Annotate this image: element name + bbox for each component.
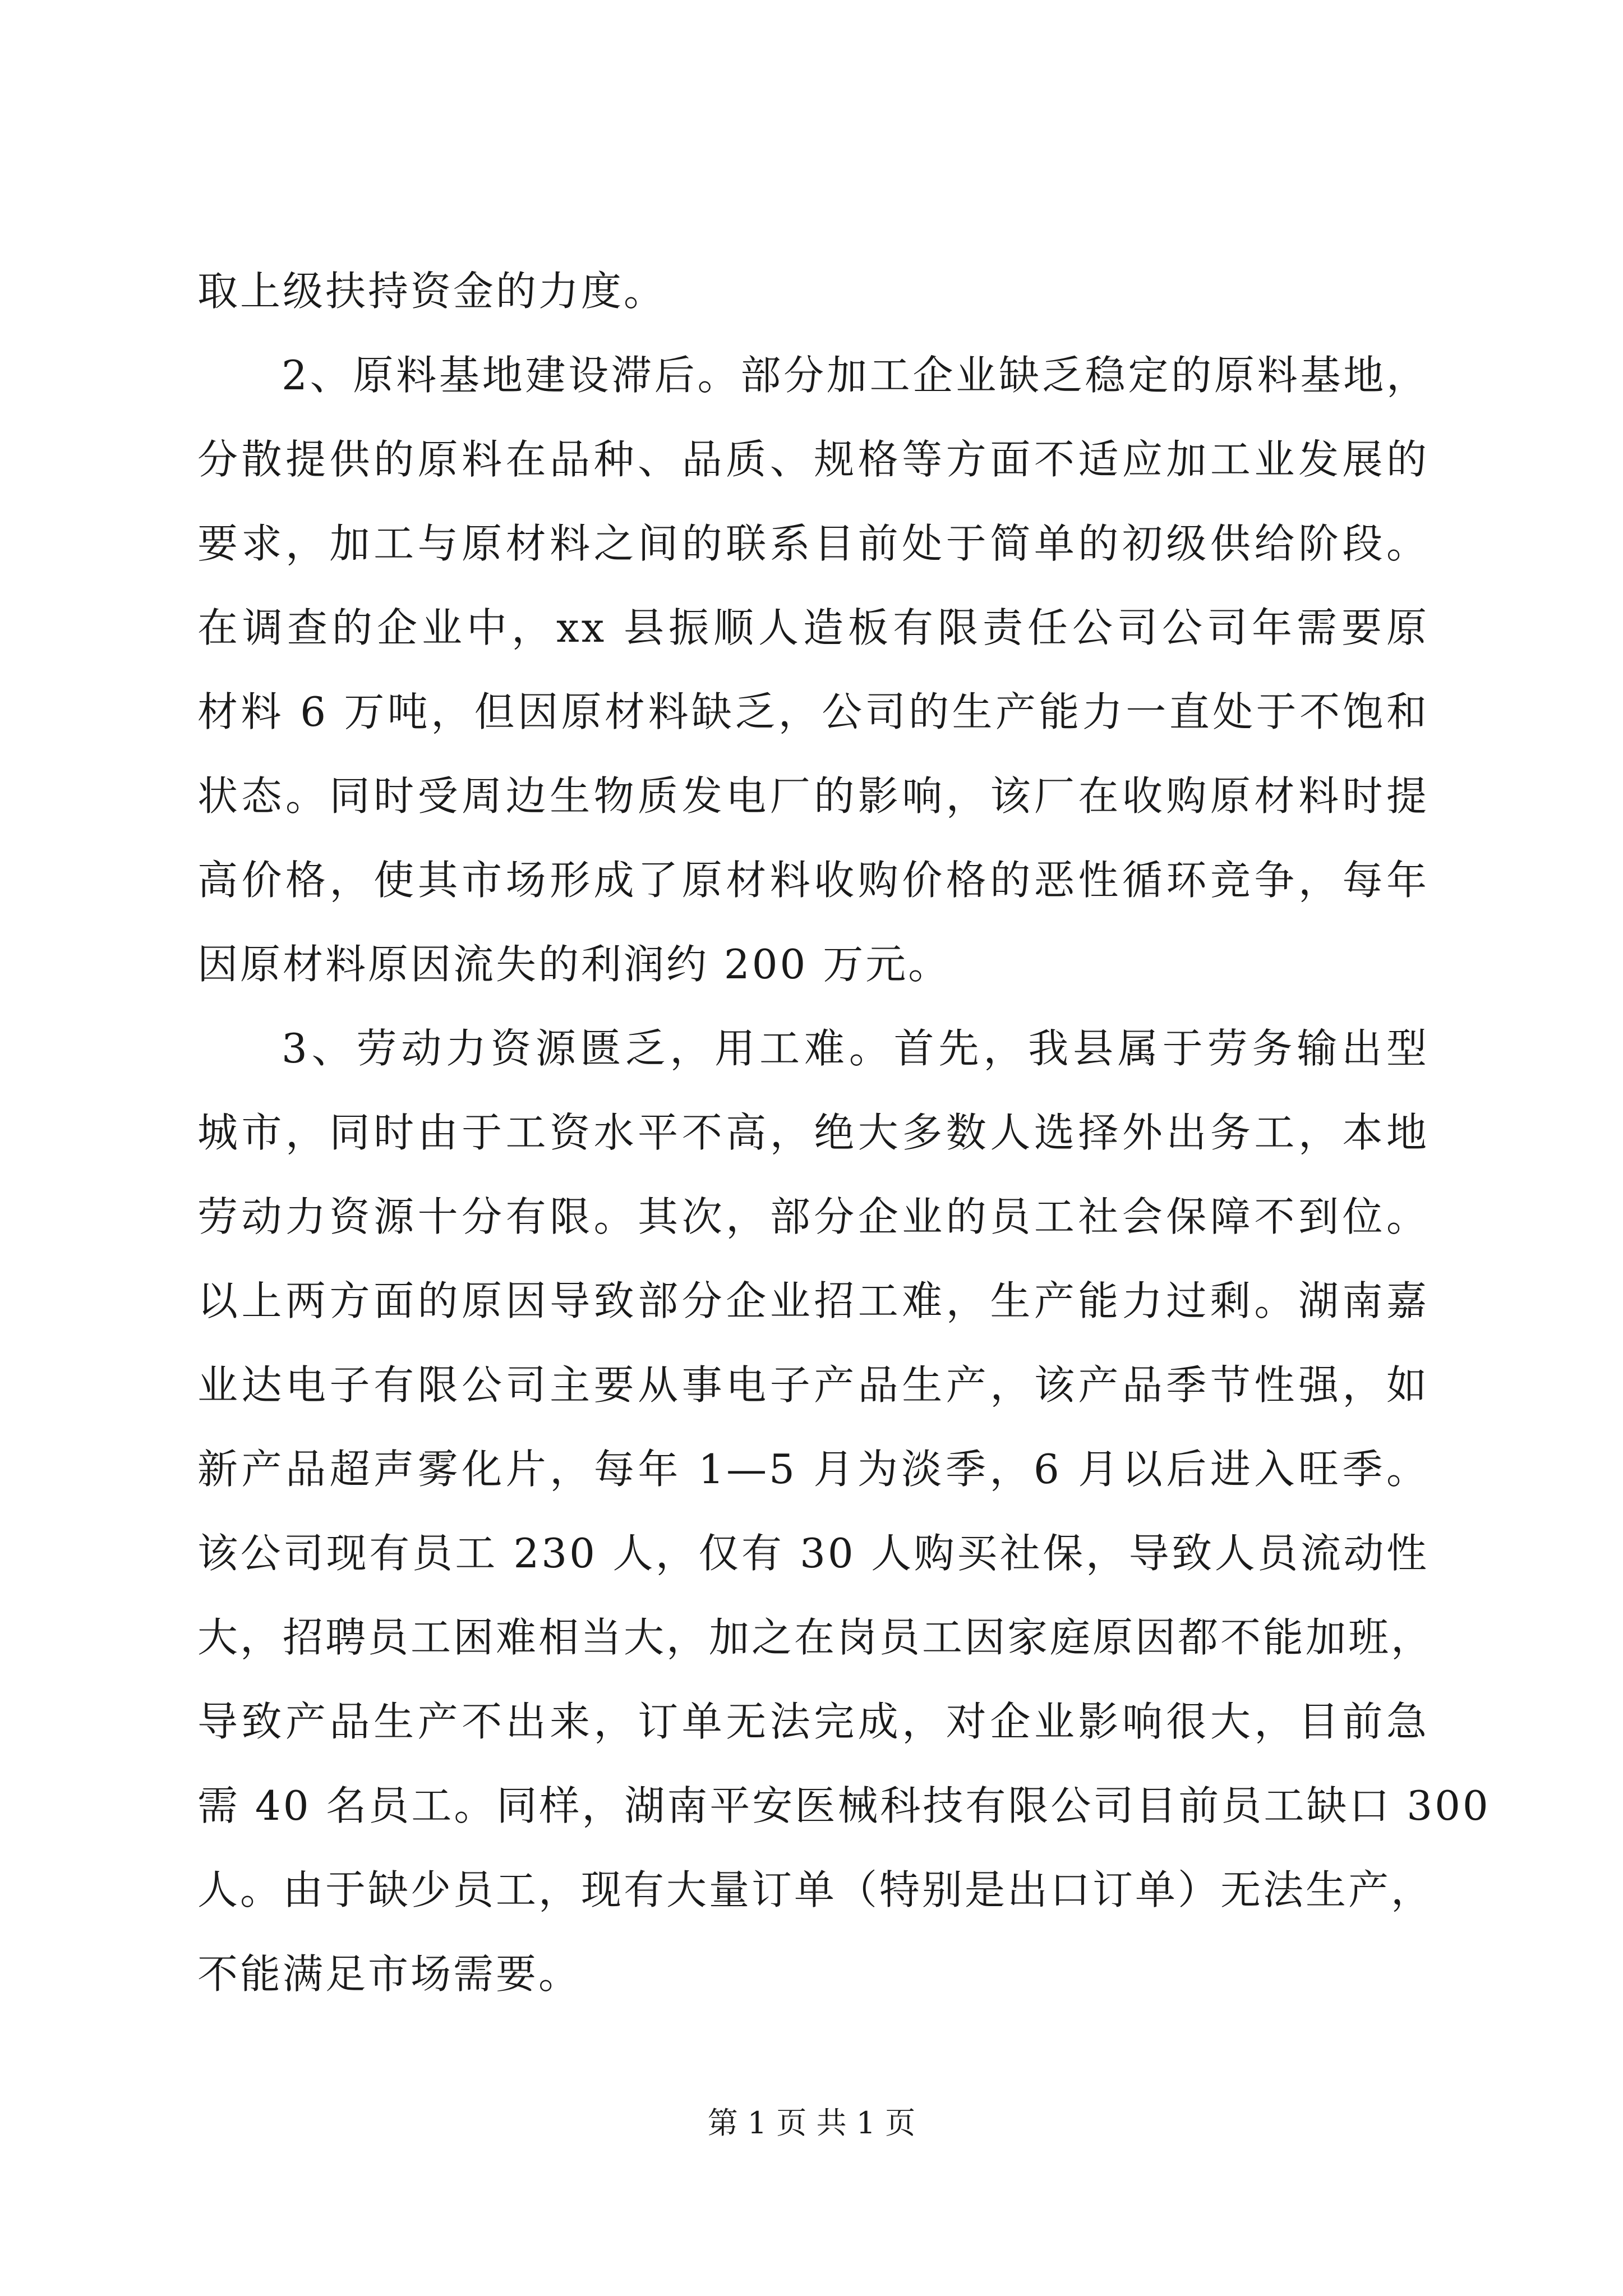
- text-line: 2、原料基地建设滞后。部分加工企业缺乏稳定的原料基地，: [282, 352, 1429, 399]
- paragraph: [197, 333, 1429, 1006]
- text-line: 业达电子有限公司主要从事电子产品生产，该产品季节性强，如: [197, 1361, 1429, 1409]
- text-line: 3、劳动力资源匮乏，用工难。首先，我县属于劳务输出型: [282, 1025, 1429, 1072]
- text-line: 新产品超声雾化片，每年 1—5 月为淡季，6 月以后进入旺季。: [197, 1446, 1429, 1493]
- document-body: [197, 249, 1491, 2016]
- text-line: 大，招聘员工困难相当大，加之在岗员工因家庭原因都不能加班，: [197, 1614, 1434, 1661]
- text-line: 材料 6 万吨，但因原材料缺乏，公司的生产能力一直处于不饱和: [197, 688, 1429, 735]
- text-line: 分散提供的原料在品种、品质、规格等方面不适应加工业发展的: [197, 436, 1429, 483]
- text-line: 以上两方面的原因导致部分企业招工难，生产能力过剩。湖南嘉: [197, 1277, 1429, 1324]
- text-line: 高价格，使其市场形成了原材料收购价格的恶性循环竞争，每年: [197, 857, 1429, 904]
- text-line: 要求，加工与原材料之间的联系目前处于简单的初级供给阶段。: [197, 520, 1429, 567]
- text-line: 城市，同时由于工资水平不高，绝大多数人选择外出务工，本地: [197, 1109, 1429, 1156]
- text-line: 状态。同时受周边生物质发电厂的影响，该厂在收购原材料时提: [197, 772, 1429, 820]
- paragraph: [197, 249, 1429, 333]
- text-line: 需 40 名员工。同样，湖南平安医械科技有限公司目前员工缺口 300: [197, 1782, 1491, 1829]
- text-line: 取上级扶持资金的力度。: [197, 268, 667, 315]
- text-line: 人。由于缺少员工，现有大量订单（特别是出口订单）无法生产，: [197, 1866, 1434, 1913]
- text-line: 导致产品生产不出来，订单无法完成，对企业影响很大，目前急: [197, 1698, 1429, 1745]
- text-line: 因原材料原因流失的利润约 200 万元。: [197, 941, 951, 988]
- page-footer: 第 1 页 共 1 页: [707, 2105, 916, 2141]
- text-line: 在调查的企业中，xx 县振顺人造板有限责任公司公司年需要原: [197, 604, 1429, 651]
- text-line: 劳动力资源十分有限。其次，部分企业的员工社会保障不到位。: [197, 1193, 1429, 1240]
- text-line: 不能满足市场需要。: [197, 1950, 582, 1998]
- text-line: 该公司现有员工 230 人，仅有 30 人购买社保，导致人员流动性: [197, 1530, 1429, 1577]
- paragraph: [197, 1006, 1491, 2016]
